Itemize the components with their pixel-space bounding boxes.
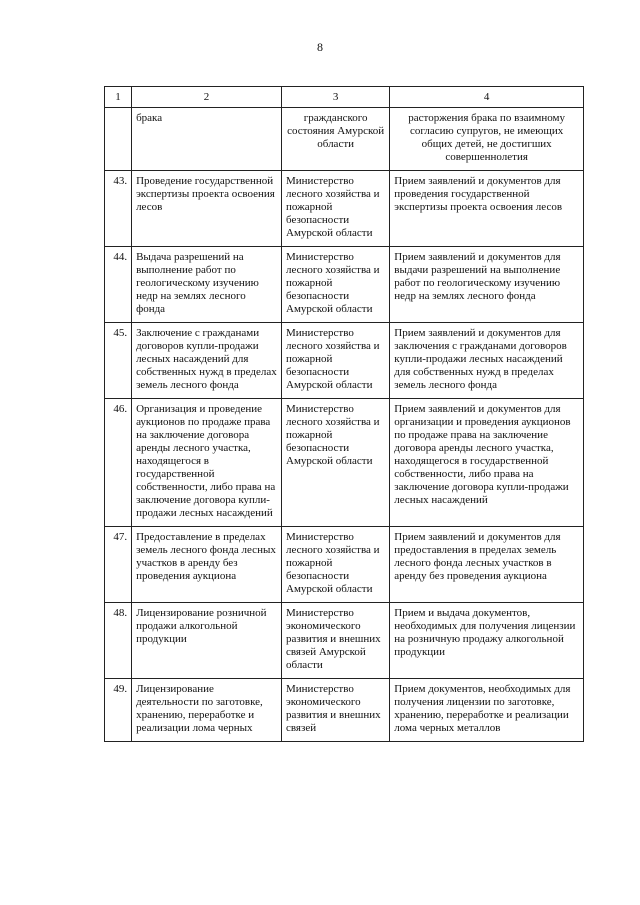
row-number: 48. [105, 603, 132, 679]
service-result: расторжения брака по взаимному согласию супругов, не имеющих общих детей, не достигших совершеннолетия [390, 108, 584, 171]
column-header-3: 3 [282, 87, 390, 108]
header-row [105, 87, 584, 108]
row-number: 49. [105, 679, 132, 742]
row-number [105, 108, 132, 171]
service-result: Прием заявлений и документов для выдачи разрешений на выполнение работ по геологическому изучению недр на землях лесного фонда [390, 247, 584, 323]
agency-name: Министерство экономического развития и внешних связей [282, 679, 390, 742]
row-number: 44. [105, 247, 132, 323]
agency-name: Министерство лесного хозяйства и пожарной безопасности Амурской области [282, 527, 390, 603]
table-row [105, 679, 584, 742]
column-header-4: 4 [390, 87, 584, 108]
service-result: Прием заявлений и документов для предоставления в пределах земель лесного фонда лесных участков в аренду без проведения аукциона [390, 527, 584, 603]
agency-name: Министерство лесного хозяйства и пожарной безопасности Амурской области [282, 399, 390, 527]
page-number: 8 [317, 40, 323, 54]
service-result: Прием документов, необходимых для получения лицензии по заготовке, хранению, переработке и реализации лома черных металлов [390, 679, 584, 742]
table-row [105, 603, 584, 679]
service-name: Предоставление в пределах земель лесного фонда лесных участков в аренду без проведения аукциона [132, 527, 282, 603]
service-name: Проведение государственной экспертизы проекта освоения лесов [132, 171, 282, 247]
service-name: брака [132, 108, 282, 171]
column-header-1: 1 [105, 87, 132, 108]
table-row [105, 527, 584, 603]
agency-name: Министерство лесного хозяйства и пожарной безопасности Амурской области [282, 247, 390, 323]
table-row [105, 323, 584, 399]
row-number: 47. [105, 527, 132, 603]
agency-name: Министерство лесного хозяйства и пожарной безопасности Амурской области [282, 171, 390, 247]
service-result: Прием заявлений и документов для организации и проведения аукционов по продаже права на заключение договора аренды лесного участка, находящегося в государственной собственности, либо права на заключение договора купли-продажи лесных насаждений [390, 399, 584, 527]
service-result: Прием и выдача документов, необходимых для получения лицензии на розничную продажу алкогольной продукции [390, 603, 584, 679]
services-table [104, 86, 584, 742]
table-row [105, 247, 584, 323]
service-name: Заключение с гражданами договоров купли-продажи лесных насаждений для собственных нужд в пределах земель лесного фонда [132, 323, 282, 399]
table-row [105, 399, 584, 527]
service-result: Прием заявлений и документов для заключения с гражданами договоров купли-продажи лесных насаждений для собственных нужд в пределах земель лесного фонда [390, 323, 584, 399]
service-name: Выдача разрешений на выполнение работ по геологическому изучению недр на землях лесного фонда [132, 247, 282, 323]
agency-name: гражданского состояния Амурской области [282, 108, 390, 171]
row-number: 43. [105, 171, 132, 247]
agency-name: Министерство лесного хозяйства и пожарной безопасности Амурской области [282, 323, 390, 399]
service-name: Лицензирование розничной продажи алкогольной продукции [132, 603, 282, 679]
table-row [105, 171, 584, 247]
service-name: Организация и проведение аукционов по продаже права на заключение договора аренды лесного участка, находящегося в государственной собственности, либо права на заключение договора купли-продажи лесных насаждений [132, 399, 282, 527]
row-number: 45. [105, 323, 132, 399]
service-result: Прием заявлений и документов для проведения государственной экспертизы проекта освоения лесов [390, 171, 584, 247]
row-number: 46. [105, 399, 132, 527]
table-row [105, 108, 584, 171]
service-name: Лицензирование деятельности по заготовке, хранению, переработке и реализации лома черных [132, 679, 282, 742]
agency-name: Министерство экономического развития и внешних связей Амурской области [282, 603, 390, 679]
column-header-2: 2 [132, 87, 282, 108]
